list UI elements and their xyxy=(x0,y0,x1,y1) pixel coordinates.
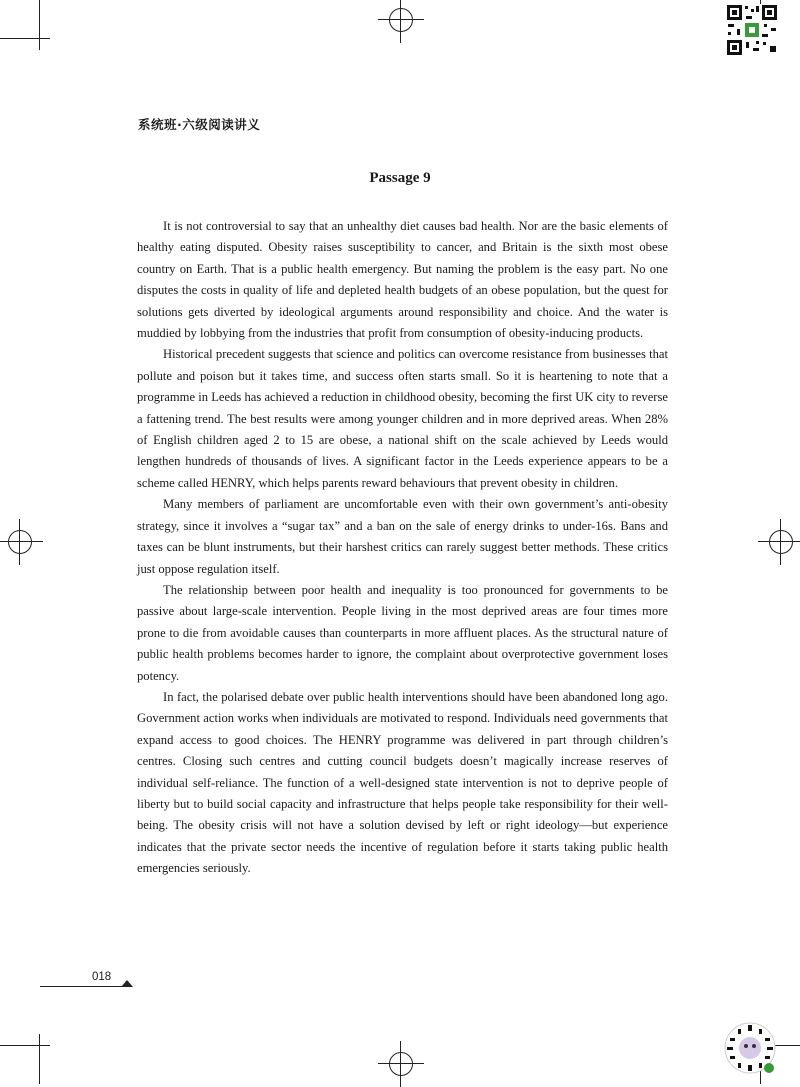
passage-body xyxy=(137,216,668,880)
registration-mark-right xyxy=(769,530,793,554)
paragraph: Historical precedent suggests that science and politics can overcome resistance from businesses that pollute and poison but it takes time, and success often starts small. So it is heartening to note that a programme in Leeds has achieved a reduction in childhood obesity, becoming the first UK city to reverse a fattening trend. The best results were among younger children and in more deprived areas. When 28% of English children aged 2 to 15 are obese, a national shift on the scale achieved by Leeds would lengthen hundreds of thousands of lives. A significant factor in the Leeds experience appears to be a scheme called HENRY, which helps parents reward behaviours that prevent obesity in children. xyxy=(137,347,668,490)
registration-mark-left xyxy=(8,530,32,554)
running-header: 系统班·六级阅读讲义 xyxy=(138,117,261,132)
crop-mark xyxy=(0,1045,50,1046)
paragraph: It is not controversial to say that an unhealthy diet causes bad health. Nor are the basic elements of healthy eating disputed. Obesity raises susceptibility to cancer, and Britain is the sixth most obese country on Earth. That is a public health emergency. But naming the problem is the easy part. No one disputes the costs in quality of life and depleted health budgets of an obese population, but the quest for solutions gets diverted by ideological arguments around responsibility and choice. And the water is muddied by lobbying from the industries that profit from consumption of obesity-inducing products. xyxy=(137,219,668,341)
footer-rule xyxy=(40,986,124,987)
paragraph: In fact, the polarised debate over public health interventions should have been abandoned long ago. Government action works when individuals are motivated to respond. Individuals need governments that expand access to good choices. The HENRY programme was delivered in part through children’s centres. Closing such centres and cutting council budgets doesn’t magically increase reserves of individual self-reliance. The function of a well-designed state intervention is not to deprive people of liberty but to build social capacity and infrastructure that helps people take responsibility for their well-being. The obesity crisis will not have a solution devised by left or right ideology—but experience indicates that the private sector needs the incentive of regulation before it starts taking public health emergencies seriously. xyxy=(137,689,668,876)
paragraph: Many members of parliament are uncomfortable even with their own government’s anti-obesity strategy, since it involves a “sugar tax” and a ban on the sale of energy drinks to under-16s. Bans and taxes can be blunt instruments, but their harshest critics can rarely suggest better methods. These critics just oppose regulation itself. xyxy=(137,497,668,576)
qr-code-icon xyxy=(726,4,778,56)
crop-mark xyxy=(39,1034,40,1084)
triangle-icon xyxy=(121,980,133,987)
registration-mark-top xyxy=(389,8,413,32)
crop-mark xyxy=(0,38,50,39)
mini-program-code-icon xyxy=(724,1022,776,1074)
registration-mark-bottom xyxy=(389,1052,413,1076)
page-number: 018 xyxy=(92,971,112,983)
crop-mark xyxy=(39,0,40,50)
passage-title: Passage 9 xyxy=(369,170,431,186)
paragraph: The relationship between poor health and inequality is too pronounced for governments to be passive about large-scale intervention. People living in the most deprived areas are four times more prone to die from avoidable causes than counterparts in more affluent places. As the structural nature of public health problems becomes harder to ignore, the complaint about overprotective government loses potency. xyxy=(137,582,668,683)
